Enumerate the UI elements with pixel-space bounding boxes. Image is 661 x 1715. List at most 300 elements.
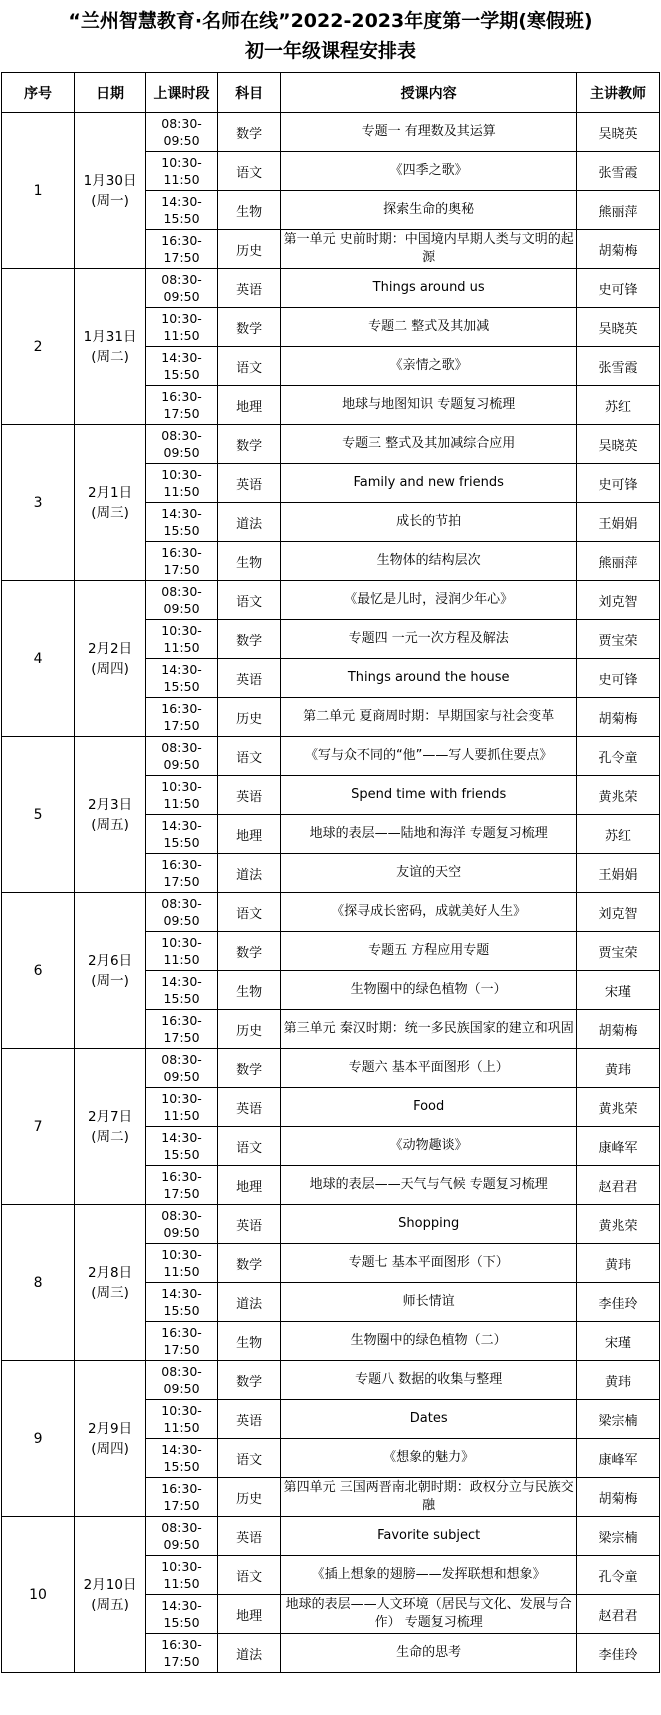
date-label: 2月3日: [87, 796, 133, 813]
session-subject: [218, 1127, 281, 1166]
session-subject: [218, 1400, 281, 1439]
session-content: [281, 1634, 577, 1673]
session-content: [281, 191, 577, 230]
time-end: 09:50: [163, 1381, 200, 1396]
session-subject: [218, 464, 281, 503]
session-content-text: 专题八 数据的收集与整理: [355, 1372, 503, 1387]
session-subject-text: 地理: [236, 399, 263, 415]
session-content-text: 《四季之歌》: [389, 163, 468, 178]
date-label: 2月7日: [87, 1108, 133, 1125]
session-time: [146, 815, 218, 854]
header-row: [2, 73, 660, 113]
session-subject: [218, 776, 281, 815]
session-teacher: [577, 1556, 660, 1595]
session-subject-text: 语文: [236, 1452, 263, 1468]
session-content: [281, 542, 577, 581]
date-label: 2月2日: [87, 640, 133, 657]
session-subject-text: 数学: [236, 1374, 263, 1390]
time-start: 08:30-: [161, 896, 202, 911]
time-end: 15:50: [163, 835, 200, 850]
time-end: 15:50: [163, 1459, 200, 1474]
day-number: [2, 1049, 75, 1205]
session-content-text: 专题五 方程应用专题: [368, 943, 490, 958]
time-start: 10:30-: [161, 623, 202, 638]
session-time: [146, 1205, 218, 1244]
session-subject-text: 生物: [236, 984, 263, 1000]
time-start: 10:30-: [161, 467, 202, 482]
session-subject-text: 数学: [236, 633, 263, 649]
session-time: [146, 464, 218, 503]
session-content-text: 《探寻成长密码，成就美好人生》: [331, 904, 527, 919]
time-end: 09:50: [163, 1537, 200, 1552]
time-start: 14:30-: [161, 1130, 202, 1145]
session-content: [281, 347, 577, 386]
session-content-text: 专题三 整式及其加减综合应用: [342, 436, 516, 451]
session-teacher: [577, 1517, 660, 1556]
session-time: [146, 191, 218, 230]
session-content-text: 生命的思考: [396, 1645, 462, 1660]
session-content-text: 《亲情之歌》: [389, 358, 468, 373]
session-subject-text: 英语: [236, 672, 263, 688]
session-subject-text: 地理: [236, 1179, 263, 1195]
session-teacher-text: 黄玮: [605, 1257, 632, 1273]
time-end: 17:50: [163, 1186, 200, 1201]
session-teacher: [577, 1322, 660, 1361]
session-time: [146, 1556, 218, 1595]
session-subject: [218, 1010, 281, 1049]
time-start: 10:30-: [161, 1091, 202, 1106]
time-start: 10:30-: [161, 935, 202, 950]
day-date: [75, 893, 146, 1049]
session-subject-text: 语文: [236, 1569, 263, 1585]
session-subject: [218, 581, 281, 620]
schedule-table: [1, 72, 660, 1673]
time-end: 15:50: [163, 991, 200, 1006]
time-end: 09:50: [163, 1069, 200, 1084]
session-teacher: [577, 1244, 660, 1283]
time-end: 17:50: [163, 1342, 200, 1357]
time-end: 15:50: [163, 679, 200, 694]
session-teacher-text: 胡菊梅: [598, 1491, 638, 1507]
header-time: 上课时段: [146, 73, 218, 113]
time-start: 10:30-: [161, 1247, 202, 1262]
session-time: [146, 1166, 218, 1205]
day-date: [75, 1205, 146, 1361]
date-label: 1月30日: [83, 172, 137, 189]
time-start: 14:30-: [161, 1598, 202, 1613]
date-label: 2月6日: [87, 952, 133, 969]
session-subject-text: 生物: [236, 555, 263, 571]
session-content: [281, 503, 577, 542]
table-row: [2, 1205, 660, 1244]
weekday-label: (周二): [91, 1128, 129, 1145]
session-teacher: [577, 581, 660, 620]
time-start: 16:30-: [161, 1325, 202, 1340]
session-content-text: 专题二 整式及其加减: [368, 319, 490, 334]
session-teacher-text: 黄兆荣: [598, 1218, 638, 1234]
session-subject-text: 历史: [236, 711, 263, 727]
session-subject: [218, 1244, 281, 1283]
session-subject: [218, 893, 281, 932]
session-subject-text: 英语: [236, 1413, 263, 1429]
session-time: [146, 581, 218, 620]
day-number-text: 1: [33, 182, 43, 199]
time-start: 16:30-: [161, 389, 202, 404]
session-content-text: 《插上想象的翅膀——发挥联想和想象》: [311, 1567, 546, 1582]
session-time: [146, 1517, 218, 1556]
session-teacher: [577, 230, 660, 269]
session-subject: [218, 386, 281, 425]
session-subject-text: 道法: [236, 1647, 263, 1663]
session-time: [146, 1244, 218, 1283]
session-teacher-text: 贾宝荣: [598, 945, 638, 961]
time-end: 11:50: [163, 484, 200, 499]
header-teacher: 主讲教师: [577, 73, 660, 113]
session-content-text: 地球的表层——陆地和海洋 专题复习梳理: [309, 826, 548, 841]
session-subject-text: 生物: [236, 1335, 263, 1351]
session-teacher-text: 史可锋: [598, 282, 638, 298]
session-time: [146, 620, 218, 659]
day-date: [75, 425, 146, 581]
day-number-text: 3: [33, 494, 43, 511]
session-content-text: 生物圈中的绿色植物（一）: [350, 982, 507, 997]
session-content-text: 《想象的魅力》: [383, 1450, 475, 1465]
time-start: 14:30-: [161, 194, 202, 209]
session-teacher-text: 康峰军: [598, 1140, 638, 1156]
session-time: [146, 230, 218, 269]
title-line-1: “兰州智慧教育·名师在线”2022-2023年度第一学期(寒假班): [68, 10, 593, 32]
session-content: [281, 1556, 577, 1595]
day-date: [75, 269, 146, 425]
session-content: [281, 152, 577, 191]
session-subject: [218, 191, 281, 230]
session-content: [281, 308, 577, 347]
session-teacher: [577, 191, 660, 230]
session-subject: [218, 1517, 281, 1556]
schedule-body: [2, 113, 660, 1673]
session-subject-text: 历史: [236, 1023, 263, 1039]
time-start: 16:30-: [161, 857, 202, 872]
session-time: [146, 308, 218, 347]
session-teacher-text: 康峰军: [598, 1452, 638, 1468]
session-subject-text: 生物: [236, 204, 263, 220]
session-teacher: [577, 1478, 660, 1517]
session-teacher: [577, 113, 660, 152]
table-row: [2, 893, 660, 932]
session-time: [146, 932, 218, 971]
session-time: [146, 152, 218, 191]
session-teacher-text: 张雪霞: [598, 360, 638, 376]
session-content-text: 专题一 有理数及其运算: [361, 124, 496, 139]
session-content: [281, 1400, 577, 1439]
session-content-text: 第一单元 史前时期：中国境内早期人类与文明的起源: [283, 232, 574, 265]
time-end: 15:50: [163, 367, 200, 382]
session-teacher: [577, 1400, 660, 1439]
date-label: 2月8日: [87, 1264, 133, 1281]
session-time: [146, 1127, 218, 1166]
day-number-text: 4: [33, 650, 43, 667]
session-content: [281, 815, 577, 854]
session-content-text: 师长情谊: [402, 1294, 455, 1309]
session-time: [146, 1283, 218, 1322]
weekday-label: (周五): [91, 816, 129, 833]
session-subject: [218, 425, 281, 464]
weekday-label: (周三): [91, 504, 129, 521]
session-subject-text: 语文: [236, 906, 263, 922]
session-subject-text: 语文: [236, 1140, 263, 1156]
session-content: [281, 1283, 577, 1322]
session-teacher-text: 刘克智: [598, 594, 638, 610]
session-teacher: [577, 776, 660, 815]
session-subject-text: 英语: [236, 477, 263, 493]
session-content: [281, 1439, 577, 1478]
session-subject: [218, 1088, 281, 1127]
session-teacher: [577, 464, 660, 503]
time-end: 11:50: [163, 172, 200, 187]
time-start: 16:30-: [161, 233, 202, 248]
session-subject: [218, 1166, 281, 1205]
session-subject-text: 语文: [236, 594, 263, 610]
session-subject-text: 英语: [236, 1218, 263, 1234]
session-teacher-text: 王娟娟: [598, 516, 638, 532]
table-row: [2, 581, 660, 620]
session-teacher-text: 梁宗楠: [598, 1530, 638, 1546]
session-subject-text: 地理: [236, 1608, 263, 1624]
session-content: [281, 698, 577, 737]
session-subject-text: 语文: [236, 750, 263, 766]
session-teacher-text: 李佳玲: [598, 1647, 638, 1663]
time-start: 10:30-: [161, 1403, 202, 1418]
session-content-text: 地球的表层——人文环境（居民与文化、发展与合作） 专题复习梳理: [285, 1597, 572, 1630]
session-teacher-text: 胡菊梅: [598, 243, 638, 259]
time-end: 09:50: [163, 289, 200, 304]
session-content: [281, 1010, 577, 1049]
table-row: [2, 113, 660, 152]
session-subject-text: 数学: [236, 1062, 263, 1078]
time-start: 08:30-: [161, 116, 202, 131]
time-start: 16:30-: [161, 701, 202, 716]
time-start: 08:30-: [161, 272, 202, 287]
session-content-text: 专题六 基本平面图形（上）: [348, 1060, 509, 1075]
session-content-text: 第三单元 秦汉时期：统一多民族国家的建立和巩固: [283, 1021, 574, 1036]
session-teacher: [577, 386, 660, 425]
session-teacher: [577, 1166, 660, 1205]
session-teacher-text: 黄兆荣: [598, 789, 638, 805]
day-date: [75, 1049, 146, 1205]
session-content-text: 第二单元 夏商周时期：早期国家与社会变革: [303, 709, 555, 724]
day-number: [2, 1517, 75, 1673]
session-teacher: [577, 503, 660, 542]
session-teacher: [577, 620, 660, 659]
session-content-text: 成长的节拍: [396, 514, 462, 529]
session-subject: [218, 932, 281, 971]
session-subject: [218, 1556, 281, 1595]
session-teacher-text: 张雪霞: [598, 165, 638, 181]
session-content: [281, 1244, 577, 1283]
session-content: [281, 1088, 577, 1127]
session-subject-text: 道法: [236, 1296, 263, 1312]
session-time: [146, 659, 218, 698]
session-subject: [218, 347, 281, 386]
session-teacher: [577, 1049, 660, 1088]
time-end: 17:50: [163, 1498, 200, 1513]
session-time: [146, 1049, 218, 1088]
session-teacher: [577, 1439, 660, 1478]
session-teacher: [577, 1010, 660, 1049]
session-teacher-text: 吴晓英: [598, 126, 638, 142]
time-start: 14:30-: [161, 818, 202, 833]
day-number: [2, 425, 75, 581]
session-time: [146, 1322, 218, 1361]
session-subject: [218, 308, 281, 347]
day-date: [75, 581, 146, 737]
time-end: 09:50: [163, 1225, 200, 1240]
session-teacher-text: 熊丽萍: [598, 204, 638, 220]
session-teacher: [577, 854, 660, 893]
session-teacher-text: 黄兆荣: [598, 1101, 638, 1117]
session-content: [281, 1166, 577, 1205]
session-subject-text: 语文: [236, 360, 263, 376]
session-time: [146, 1439, 218, 1478]
session-subject-text: 数学: [236, 321, 263, 337]
session-subject: [218, 503, 281, 542]
time-start: 16:30-: [161, 545, 202, 560]
session-subject: [218, 542, 281, 581]
session-content-text: 《写与众不同的“他”——写人要抓住要点》: [304, 748, 553, 763]
session-subject: [218, 1322, 281, 1361]
session-subject-text: 地理: [236, 828, 263, 844]
table-row: [2, 737, 660, 776]
time-end: 11:50: [163, 796, 200, 811]
time-end: 09:50: [163, 601, 200, 616]
day-number-text: 10: [29, 1586, 47, 1603]
session-teacher: [577, 1127, 660, 1166]
weekday-label: (周二): [91, 348, 129, 365]
day-number-text: 8: [33, 1274, 43, 1291]
time-end: 17:50: [163, 562, 200, 577]
session-teacher-text: 赵君君: [598, 1608, 638, 1624]
session-teacher-text: 熊丽萍: [598, 555, 638, 571]
session-teacher-text: 吴晓英: [598, 438, 638, 454]
date-label: 2月10日: [83, 1576, 137, 1593]
time-end: 15:50: [163, 1147, 200, 1162]
time-start: 08:30-: [161, 740, 202, 755]
session-content-text: Spend time with friends: [351, 787, 507, 802]
session-teacher: [577, 1088, 660, 1127]
weekday-label: (周四): [91, 660, 129, 677]
session-time: [146, 1361, 218, 1400]
session-content: [281, 386, 577, 425]
date-label: 1月31日: [83, 328, 137, 345]
time-start: 14:30-: [161, 506, 202, 521]
time-start: 16:30-: [161, 1637, 202, 1652]
time-start: 16:30-: [161, 1481, 202, 1496]
session-content-text: Family and new friends: [353, 475, 504, 490]
day-number: [2, 737, 75, 893]
session-subject: [218, 1205, 281, 1244]
weekday-label: (周四): [91, 1440, 129, 1457]
session-teacher: [577, 1634, 660, 1673]
session-content-text: Shopping: [398, 1216, 460, 1231]
day-number-text: 7: [33, 1118, 43, 1135]
time-end: 17:50: [163, 250, 200, 265]
time-end: 11:50: [163, 1108, 200, 1123]
session-time: [146, 1400, 218, 1439]
session-subject: [218, 737, 281, 776]
session-content: [281, 971, 577, 1010]
session-time: [146, 503, 218, 542]
time-end: 11:50: [163, 1420, 200, 1435]
session-teacher: [577, 152, 660, 191]
session-subject: [218, 113, 281, 152]
session-subject: [218, 1439, 281, 1478]
session-time: [146, 1088, 218, 1127]
session-subject-text: 道法: [236, 516, 263, 532]
weekday-label: (周一): [91, 192, 129, 209]
session-content: [281, 1478, 577, 1517]
session-subject-text: 语文: [236, 165, 263, 181]
session-subject-text: 英语: [236, 1101, 263, 1117]
time-end: 11:50: [163, 1264, 200, 1279]
session-content-text: 生物体的结构层次: [376, 553, 481, 568]
session-subject: [218, 1049, 281, 1088]
table-row: [2, 1361, 660, 1400]
session-content-text: 友谊的天空: [396, 865, 462, 880]
session-content: [281, 1595, 577, 1634]
session-content: [281, 581, 577, 620]
session-teacher: [577, 269, 660, 308]
session-content: [281, 1517, 577, 1556]
session-teacher: [577, 542, 660, 581]
time-start: 08:30-: [161, 1520, 202, 1535]
session-content: [281, 1322, 577, 1361]
session-teacher: [577, 932, 660, 971]
time-start: 14:30-: [161, 662, 202, 677]
session-teacher-text: 王娟娟: [598, 867, 638, 883]
session-subject: [218, 269, 281, 308]
time-end: 17:50: [163, 718, 200, 733]
time-end: 11:50: [163, 328, 200, 343]
time-end: 15:50: [163, 211, 200, 226]
time-start: 08:30-: [161, 1364, 202, 1379]
session-content: [281, 113, 577, 152]
session-content: [281, 659, 577, 698]
session-subject-text: 数学: [236, 126, 263, 142]
session-teacher: [577, 659, 660, 698]
session-content-text: 专题四 一元一次方程及解法: [348, 631, 509, 646]
session-teacher: [577, 971, 660, 1010]
time-end: 11:50: [163, 1576, 200, 1591]
time-end: 17:50: [163, 406, 200, 421]
day-date: [75, 1361, 146, 1517]
session-subject: [218, 1478, 281, 1517]
time-start: 14:30-: [161, 1286, 202, 1301]
session-content-text: 地球与地图知识 专题复习梳理: [342, 397, 516, 412]
time-end: 17:50: [163, 1654, 200, 1669]
session-subject: [218, 1634, 281, 1673]
session-content-text: 探索生命的奥秘: [383, 202, 475, 217]
session-content: [281, 230, 577, 269]
weekday-label: (周三): [91, 1284, 129, 1301]
session-teacher-text: 史可锋: [598, 672, 638, 688]
session-teacher-text: 孔令童: [598, 1569, 638, 1585]
weekday-label: (周五): [91, 1596, 129, 1613]
session-content: [281, 1205, 577, 1244]
session-time: [146, 893, 218, 932]
page-title: [0, 0, 661, 72]
session-teacher: [577, 1283, 660, 1322]
session-content: [281, 1127, 577, 1166]
